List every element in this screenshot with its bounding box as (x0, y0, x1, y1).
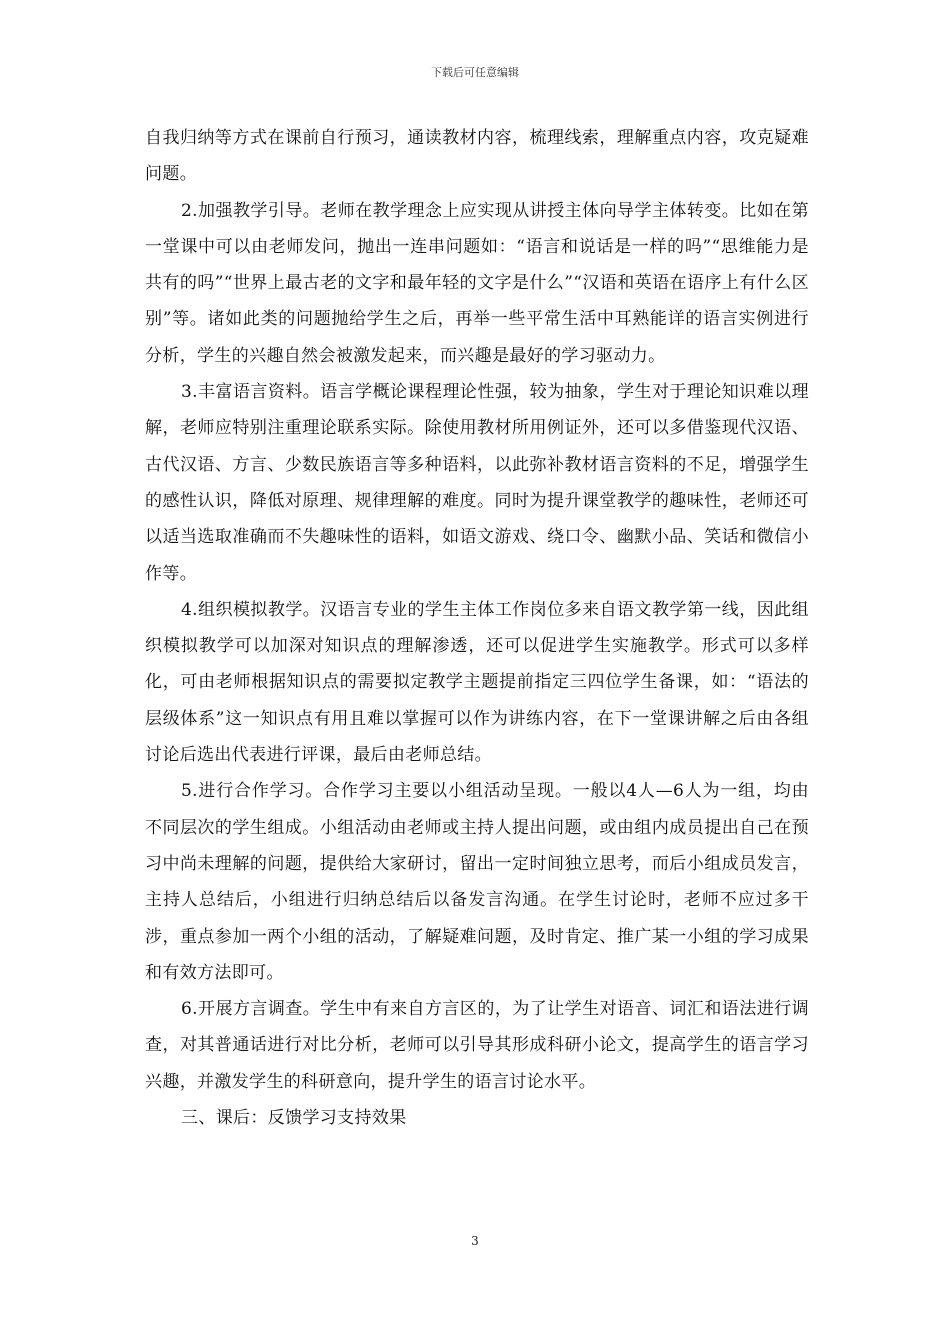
page-number: 3 (471, 1234, 479, 1248)
paragraph-continuation: 自我归纳等方式在课前自行预习，通读教材内容，梳理线索，理解重点内容，攻克疑难问题。 (145, 128, 809, 185)
paragraph-item-4: 4.组织模拟教学。汉语言专业的学生主体工作岗位多来自语文教学第一线，因此组织模拟教学可以加深对知识点的理解渗透，还可以促进学生实施教学。形式可以多样化，可由老师根据知识点的需要拟定教学主题提前指定三四位学生备课，如：“语法的层级体系”这一知识点有用且难以掌握可以作为讲练内容，在下一堂课讲解之后由各组讨论后选出代表进行评课，最后由老师总结。 (145, 599, 809, 766)
page-header: 下载后可任意编辑 (431, 66, 519, 79)
paragraph-item-6: 6.开展方言调查。学生中有来自方言区的，为了让学生对语音、词汇和语法进行调查，对其普通话进行对比分析，老师可以引导其形成科研小论文，提高学生的语言学习兴趣，并激发学生的科研意向，提升学生的语言讨论水平。 (145, 999, 809, 1092)
document-body (145, 120, 809, 1136)
section-heading: 三、课后：反馈学习支持效果 (181, 1108, 407, 1129)
paragraph-item-2: 2.加强教学引导。老师在教学理念上应实现从讲授主体向导学主体转变。比如在第一堂课中可以由老师发问，抛出一连串问题如：“语言和说话是一样的吗”“思维能力是共有的吗”“世界上最古老的文字和最年轻的文字是什么”“汉语和英语在语序上有什么区别”等。诸如此类的问题抛给学生之后，再举一些平常生活中耳熟能详的语言实例进行分析，学生的兴趣自然会被激发起来，而兴趣是最好的学习驱动力。 (145, 200, 809, 366)
paragraph-item-5: 5.进行合作学习。合作学习主要以小组活动呈现。一般以4人—6人为一组，均由不同层次的学生组成。小组活动由老师或主持人提出问题，或由组内成员提出自己在预习中尚未理解的问题，提供给大家研讨，留出一定时间独立思考，而后小组成员发言，主持人总结后，小组进行归纳总结后以备发言沟通。在学生讨论时，老师不应过多干涉，重点参加一两个小组的活动，了解疑难问题，及时肯定、推广某一小组的学习成果和有效方法即可。 (145, 781, 809, 983)
paragraph-item-3: 3.丰富语言资料。语言学概论课程理论性强，较为抽象，学生对于理论知识难以理解，老师应特别注重理论联系实际。除使用教材所用例证外，还可以多借鉴现代汉语、古代汉语、方言、少数民族语言等多种语料，以此弥补教材语言资料的不足，增强学生的感性认识，降低对原理、规律理解的难度。同时为提升课堂教学的趣味性，老师还可以适当选取准确而不失趣味性的语料，如语文游戏、绕口令、幽默小品、笑话和微信小作等。 (145, 382, 809, 584)
